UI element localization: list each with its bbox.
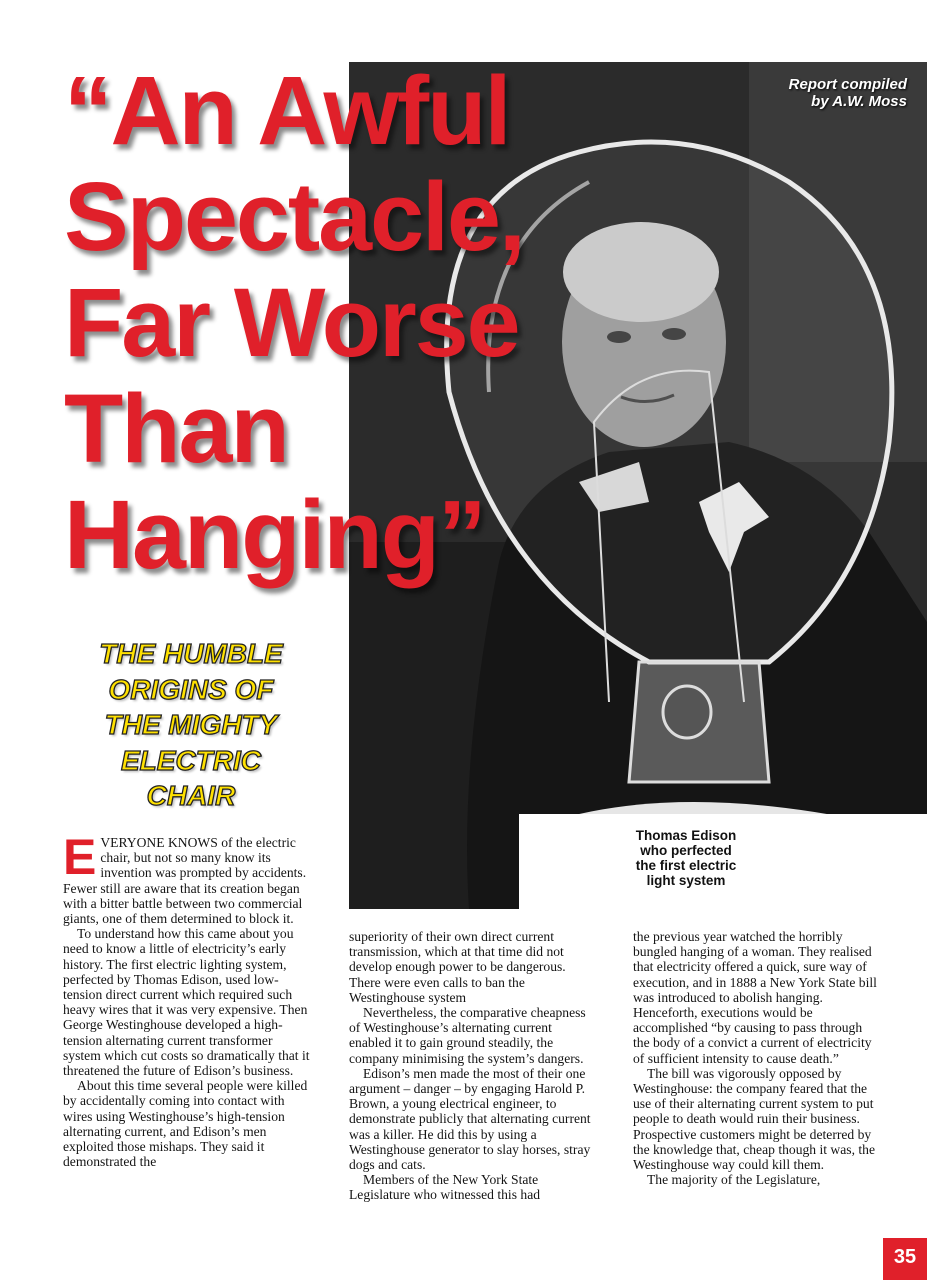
article-paragraph — [63, 829, 311, 927]
article-paragraph: Nevertheless, the comparative cheapness of Westinghouse’s alternating current enabled it to gain ground steadily, the company minimising the system’s dangers. — [349, 1005, 586, 1066]
article-column-2 — [349, 929, 597, 1203]
article-paragraph: the previous year watched the horribly bungled hanging of a woman. They realised that electricity offered a quick, sure way of execution, and in 1888 a New York State bill was introduced to abolish hanging. Henceforth, executions would be accomplished “by causing to pass through the body of a convict a current of electricity of sufficient intensity to cause death.” — [633, 929, 877, 1066]
headline-line: Far Worse — [64, 268, 519, 377]
article-paragraph: The majority of the Legislature, — [647, 1172, 821, 1188]
caption-line: light system — [646, 873, 726, 888]
caption-line: Thomas Edison — [635, 828, 737, 843]
article-paragraph: Edison’s men made the most of their one argument – danger – by engaging Harold P. Brown, a young electrical engineer, to demonstrate publicly that alternating current was a killer. He did this by using a Westinghouse generator to slay horses, stray dogs and cats. — [349, 1065, 591, 1173]
subheading-line: CHAIR — [146, 780, 236, 811]
caption-line: the first electric — [635, 858, 737, 873]
photo-caption — [607, 828, 765, 888]
article-paragraph: About this time several people were killed by accidentally coming into contact with wires using Westinghouse’s high-tension alternating current, and Edison’s men exploited those mishaps. They said it demonstrated the — [63, 1078, 308, 1170]
headline-line: Than — [64, 374, 288, 483]
caption-line: who perfected — [640, 843, 732, 858]
subheading — [60, 636, 322, 814]
subheading-line: THE HUMBLE — [99, 638, 283, 669]
headline — [64, 58, 584, 588]
credit-line-1: Report compiled — [788, 76, 907, 93]
headline-line: “An Awful — [64, 56, 510, 165]
article-paragraph: To understand how this came about you need to know a little of electricity’s early history. The first electric lighting system, perfected by Thomas Edison, used low-tension direct current which required such heavy wires that it was very expensive. Then George Westinghouse developed a high-tension alternating current transformer system which cut costs so dramatically that it threatened the future of Edison’s business. — [63, 926, 310, 1079]
headline-line: Hanging” — [64, 480, 485, 589]
report-credit — [789, 76, 907, 110]
article-paragraph: Members of the New York State Legislature who witnessed this had — [349, 1172, 541, 1203]
article-column-1 — [63, 829, 311, 1170]
article-paragraph: superiority of their own direct current transmission, which at that time did not develop enough power to be dangerous. There were even calls to ban the Westinghouse system — [349, 929, 566, 1005]
drop-cap: E — [63, 829, 97, 885]
credit-line-2: by A.W. Moss — [811, 93, 907, 110]
headline-line: Spectacle, — [64, 162, 524, 271]
paragraph-text: VERYONE KNOWS of the electric chair, but not so many know its invention was prompted by accidents. Fewer still are aware that its creation began with a bitter battle between two commercial giants, one of them determined to block it. — [63, 835, 307, 927]
subheading-line: ORIGINS OF — [108, 673, 274, 705]
subheading-line: THE MIGHTY — [104, 709, 278, 740]
subheading-line: ELECTRIC — [121, 744, 261, 776]
page-number: 35 — [883, 1238, 927, 1280]
article-column-3 — [633, 929, 881, 1187]
article-paragraph: The bill was vigorously opposed by Westinghouse: the company feared that the use of their alternating current system to put people to death would ruin their business. Prospective customers might be deterred by the knowledge that, cheap though it was, the Westinghouse way could kill them. — [633, 1065, 875, 1173]
